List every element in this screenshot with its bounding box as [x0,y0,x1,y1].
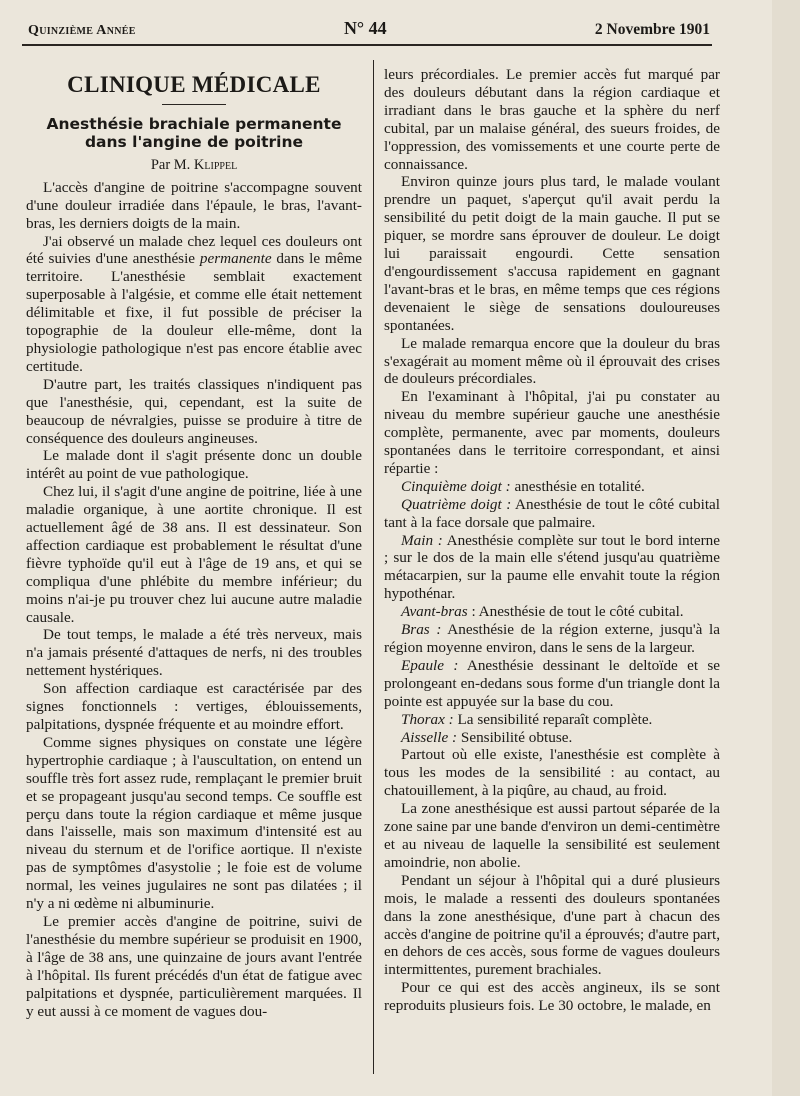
item-text: anesthésie en totalité. [510,477,645,495]
item-label: Cinquième doigt : [401,477,511,495]
item-label: Thorax : [401,710,454,728]
item-text: Anesthésie de la région externe, jusqu'à la région moyenne environ, dans le sens de la largeur. [384,621,721,656]
list-item [384,532,720,604]
item-label: Avant-bras [401,603,468,621]
item-text: Sensibilité obtuse. [457,728,573,746]
author-prefix: Par M. [150,156,194,173]
paragraph: La zone anesthésique est aussi partout séparée de la zone saine par une bande d'environ un demi-centimètre et au niveau de laquelle la sensibilité est seulement amoindrie, non abolie. [384,800,720,871]
list-item [384,729,720,747]
issue-number: N° 44 [343,18,387,38]
paragraph-continued: leurs précordiales. Le premier accès fut marqué par des douleurs débutant dans la région cardiaque et irradiant dans le bras gauche et la sphère du nerf cubital, par un malaise général, des sueurs froides, de l'oppression, des vomissements et une courte perte de connaissance. [384,66,720,173]
title-rule [162,104,226,105]
header-rule [22,44,712,46]
page-edge-shadow [772,0,800,1096]
paragraph: Son affection cardiaque est caractérisée par des signes fonctionnels : vertiges, éblouissements, palpitations, dyspnée fréquente et au moindre effort. [26,680,362,733]
paragraph: Partout où elle existe, l'anesthésie est complète à tous les modes de la sensibilité : au contact, au chatouillement, à la piqûre, au chaud, au froid. [384,746,720,800]
item-text: Anesthésie complète sur tout le bord interne ; sur le dos de la main elle s'étend jusqu'au quatrième métacarpien, sur la paume elle envahit toute la région hypothénar. [384,531,720,603]
item-text: : Anesthésie de tout le côté cubital. [467,603,684,621]
paragraph: Pendant un séjour à l'hôpital qui a duré plusieurs mois, le malade a ressenti des douleurs spontanées dans la zone anesthésique, d'une part à chacun des accès d'angine de poitrine qu'il a éprouvés; d'autre part, en dehors de ces accès, sous forme de vagues douleurs intermittentes, purement brachiales. [384,871,720,979]
emphasis: permanente [199,250,272,268]
item-text: Anesthésie dessinant le deltoïde et se prolongeant en-dedans sous forme d'un triangle dont la pointe est appuyée sur la base du cou. [384,656,721,710]
paragraph: En l'examinant à l'hôpital, j'ai pu constater au niveau du membre supérieur gauche une anesthésie complète, permanente, avec par moments, douleurs spontanées dans le territoire correspondant, et ainsi répartie : [384,388,720,477]
article-author [26,157,362,175]
paragraph: Le premier accès d'angine de poitrine, suivi de l'anesthésie du membre supérieur se produisit en 1900, à l'âge de 38 ans, une quinzaine de jours avant l'entrée à l'hôpital. Ils furent précédés d'un état de fatigue avec palpitations et dyspnée, particulièrement marquées. Il y eut aussi à ce moment de vagues dou- [26,912,362,1020]
item-label: Bras : [401,621,442,639]
item-label: Main : [401,531,443,549]
list-item [384,621,720,657]
item-label: Epaule : [401,656,459,674]
item-label: Aisselle : [401,728,458,746]
list-item [384,657,720,711]
paragraph: Environ quinze jours plus tard, le malade voulant prendre un paquet, s'aperçut qu'il avait perdu la sensibilité du petit doigt de la main gauche. Il put se piquer, se mordre sans éprouver de douleur. Le doigt lui paraissait engourdi. Cette sensation d'engourdissement s'accusa rapidement en gagnant l'avant-bras et le bras, en même temps que ces régions devenaient le siège de sensations douloureuses spontanées. [384,173,720,334]
item-text: La sensibilité reparaît complète. [453,710,653,728]
paragraph: D'autre part, les traités classiques n'indiquent pas que l'anesthésie, qui, cependant, est la suite de beaucoup de névralgies, puisse se produire à titre de conséquence des douleurs angineuses. [26,375,362,447]
paragraph: Le malade remarqua encore que la douleur du bras s'exagérait au moment même où il éprouvait des crises de douleurs précordiales. [384,334,720,388]
page-header [28,18,710,42]
paragraph: Le malade dont il s'agit présente donc un double intérêt au point de vue pathologique. [26,447,362,483]
list-item [384,496,720,532]
paragraph: Chez lui, il s'agit d'une angine de poitrine, liée à une maladie organique, à une aortite chronique. Il est actuellement âgé de 38 ans. Il est dessinateur. Son affection cardiaque est probablement le résultat d'une fièvre typhoïde qu'il eut à l'âge de 19 ans, et qui se compliqua d'une phlébite du membre inférieur; du moins n'ai-je pu trouver chez lui aucune autre maladie causale. [26,483,362,626]
paragraph: J'ai observé un malade chez lequel ces douleurs ont été suivies d'une anesthésie permanente dans le même territoire. L'anesthésie semblait exactement superposable à l'algésie, et comme elle était nettement délimitable et fixe, il fut possible de préciser la topographie de la douleur elle-même, dont la physiologie pathologique n'est pas encore établie avec certitude. [26,232,362,375]
article-subtitle-2: dans l'angine de poitrine [84,132,304,151]
volume-label: Quinzième Année [28,23,136,38]
right-column [384,66,720,1015]
paragraph: Comme signes physiques on constate une légère hypertrophie cardiaque ; à l'auscultation, on entend un souffle très fort assez rude, remplaçant le premier bruit et se propageant jusqu'au second temps. Ce souffle est perçu dans toute la région cardiaque et même jusque dans l'aisselle, mais son maximum d'intensité est au niveau du sternum et de l'orifice aortique. Il n'existe pas de symptômes d'asystolie ; le foie est de volume normal, les veines jugulaires ne sont pas dilatées ; il n'y a ni œdème ni albuminurie. [26,733,362,913]
issue-date: 2 Novembre 1901 [594,21,710,38]
item-text: Anesthésie de tout le côté cubital tant à la face dorsale que palmaire. [384,495,720,531]
item-label: Quatrième doigt : [401,495,512,513]
list-item [384,711,720,729]
column-separator [373,60,374,1074]
section-title: CLINIQUE MÉDICALE [67,72,321,97]
left-column [26,72,362,1020]
paragraph: L'accès d'angine de poitrine s'accompagne souvent d'une douleur irradiée dans l'épaule, le bras, l'avant-bras, les derniers doigts de la main. [26,178,362,232]
paragraph: Pour ce qui est des accès angineux, ils se sont reproduits plusieurs fois. Le 30 octobre, le malade, en [384,979,720,1015]
paragraph: De tout temps, le malade a été très nerveux, mais n'a jamais présenté d'attaques de nerfs, ni des troubles nettement hystériques. [26,626,362,680]
author-name: Klippel [193,156,238,173]
list-item [384,478,720,496]
list-item [384,603,720,621]
article-subtitle-1: Anesthésie brachiale permanente [46,114,342,133]
